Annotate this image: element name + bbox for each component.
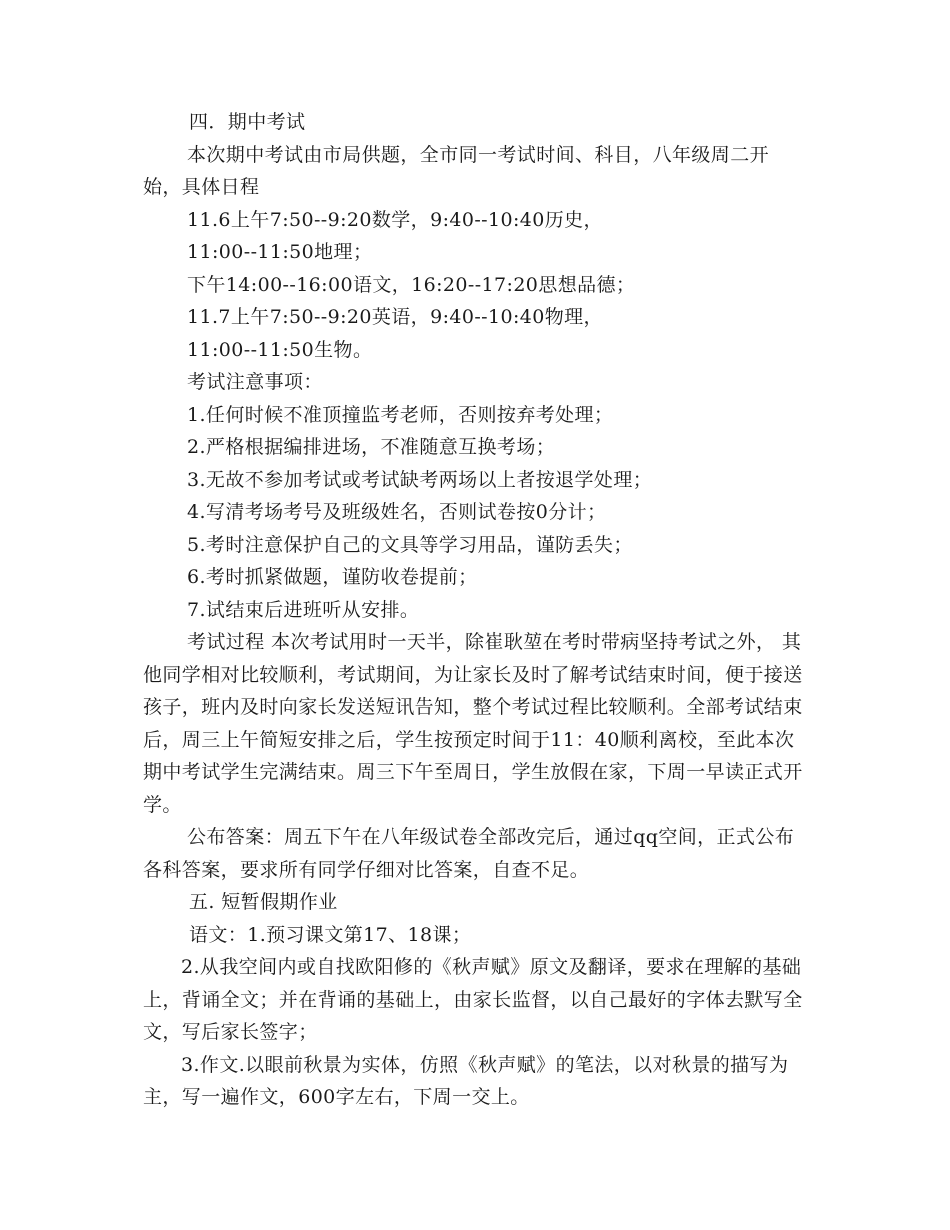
section5-heading: 五. 短暂假期作业 (189, 891, 338, 913)
homework-item: 2.从我空间内或自找欧阳修的《秋声赋》原文及翻译，要求在理解的基础上，背诵全文；并在背诵的基础上，由家长监督，以自己最好的字体去默写全文，写后家长签字； (143, 956, 803, 1043)
schedule-line: 11:00--11:50生物。 (187, 338, 373, 361)
schedule-line: 11.6上午7:50--9:20数学，9:40--10:40历史， (187, 208, 603, 231)
section4-intro: 本次期中考试由市局供题，全市同一考试时间、科目，八年级周二开始，具体日程 (143, 143, 770, 198)
note-item: 1.任何时候不准顶撞监考老师，否则按弃考处理； (187, 403, 614, 426)
homework-item: 语文：1.预习课文第17、18课； (189, 923, 472, 946)
note-item: 4.写清考场考号及班级姓名，否则试卷按0分计； (187, 501, 607, 523)
note-item: 2.严格根据编排进场，不准随意互换考场； (187, 436, 556, 458)
section4-heading: 四．期中考试 (189, 111, 306, 133)
exam-process-paragraph: 考试过程 本次考试用时一天半，除崔耿堃在考时带病坚持考试之外， 其他同学相对比较顺利，考试期间，为让家长及时了解考试结束时间，便于接送孩子，班内及时向家长发送短讯告知，整个考试过程比较顺利。全部考试结束后，周三上午简短安排之后，学生按预定时间于11：40顺利离校，至此本次期中考试学生完满结束。周三下午至周日，学生放假在家，下周一早读正式开学。 (143, 631, 803, 816)
notes-heading: 考试注意事项： (187, 371, 323, 393)
note-item: 7.试结束后进班听从安排。 (187, 598, 420, 621)
document-body (143, 106, 805, 1114)
homework-item: 3.作文.以眼前秋景为实体，仿照《秋声赋》的笔法，以对秋景的描写为主，写一遍作文，600字左右，下周一交上。 (143, 1053, 789, 1108)
note-item: 3.无故不参加考试或考试缺考两场以上者按退学处理； (187, 468, 653, 491)
schedule-line: 下午14:00--16:00语文，16:20--17:20思想品德； (187, 273, 636, 296)
note-item: 6.考时抓紧做题，谨防收卷提前； (187, 566, 478, 588)
answers-paragraph: 公布答案：周五下午在八年级试卷全部改完后，通过qq空间，正式公布各科答案，要求所有同学仔细对比答案，自查不足。 (143, 826, 795, 881)
schedule-line: 11.7上午7:50--9:20英语，9:40--10:40物理， (187, 306, 603, 328)
schedule-line: 11:00--11:50地理； (187, 241, 373, 263)
note-item: 5.考时注意保护自己的文具等学习用品，谨防丢失； (187, 533, 633, 556)
